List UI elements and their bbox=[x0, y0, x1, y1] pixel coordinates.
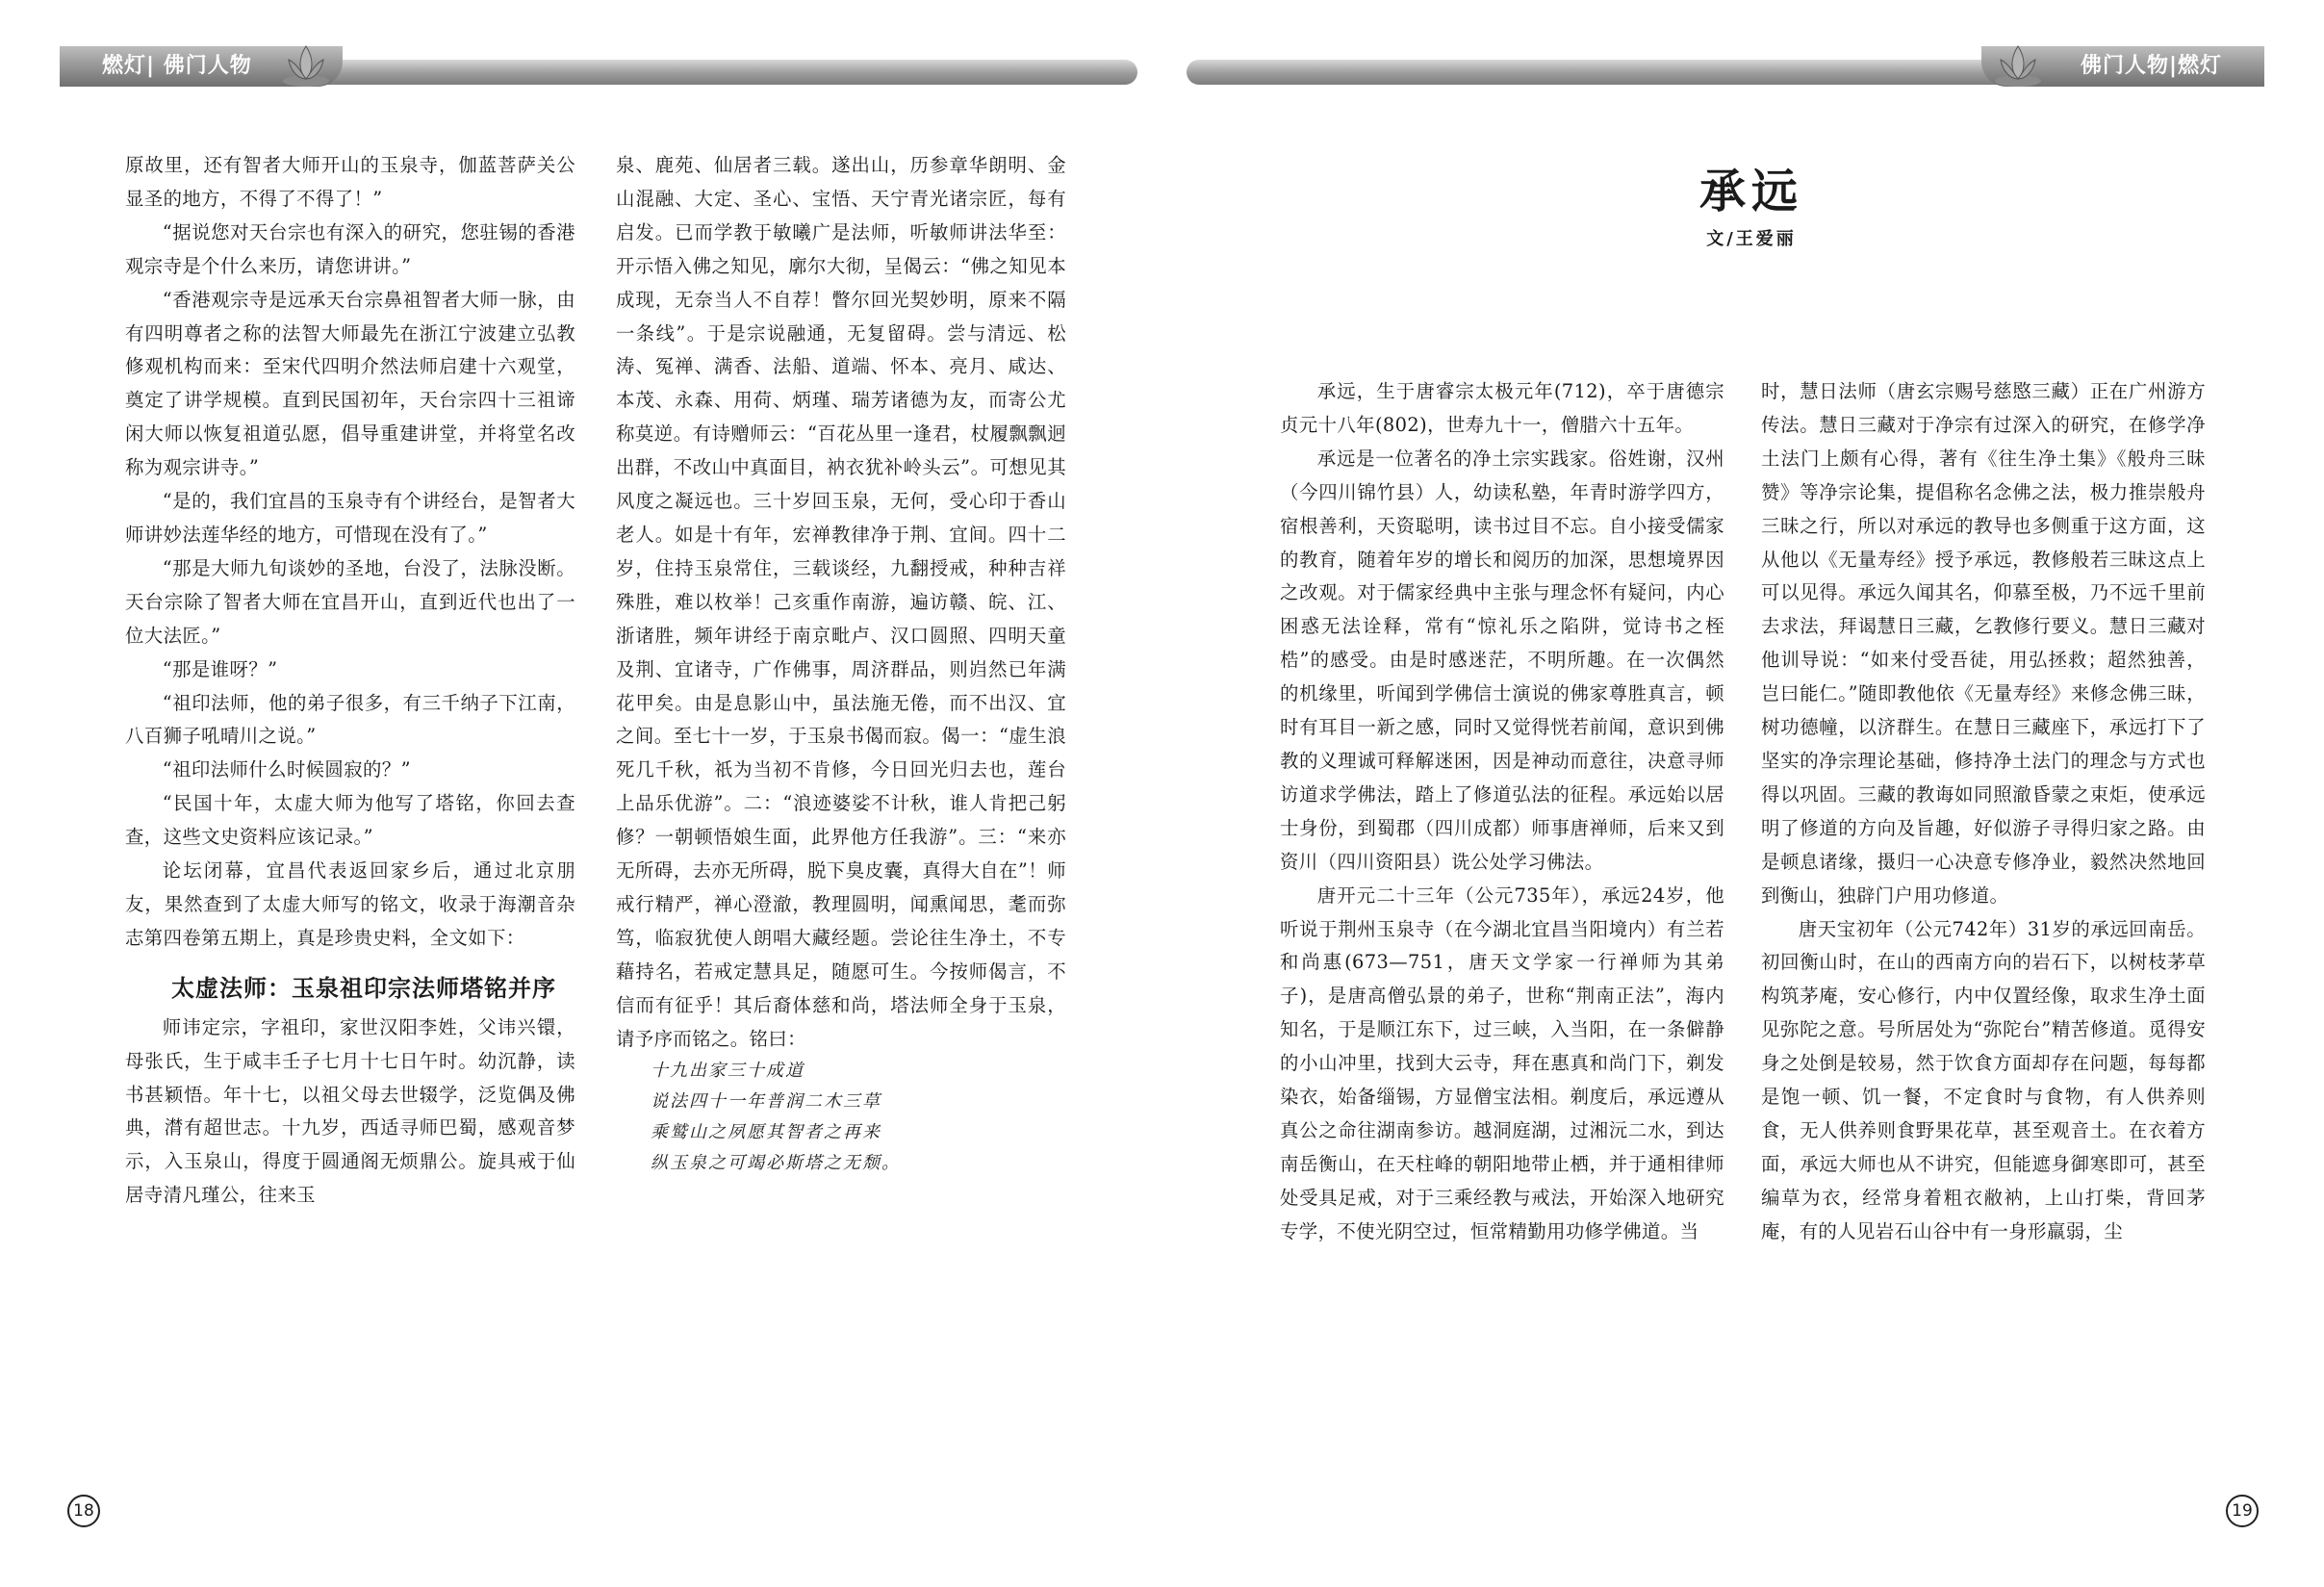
left-column-1 bbox=[125, 149, 575, 1213]
paragraph: “那是谁呀？” bbox=[162, 657, 278, 680]
paragraph: “民国十年，太虚大师为他写了塔铭，你回去查查，这些文史资料应该记录。” bbox=[125, 792, 575, 849]
paragraph: 原故里，还有智者大师开山的玉泉寺，伽蓝菩萨关公显圣的地方，不得了不得了！” bbox=[125, 154, 575, 210]
article-byline: 文/王爱丽 bbox=[1706, 229, 1797, 249]
right-column-1 bbox=[1280, 375, 1724, 1249]
left-header-banner bbox=[60, 38, 1137, 94]
inscription-poem bbox=[616, 1056, 1066, 1179]
left-banner-label: 燃灯| 佛门人物 bbox=[60, 46, 343, 87]
right-column-2 bbox=[1761, 375, 2206, 1249]
poem-line: 说法四十一年普润二木三草 bbox=[651, 1091, 881, 1113]
lotus-icon bbox=[279, 38, 333, 92]
page-number: 19 bbox=[2226, 1495, 2259, 1527]
article-title: 承远 bbox=[1698, 165, 1803, 218]
poem-line: 纵玉泉之可竭必斯塔之无颓。 bbox=[651, 1153, 901, 1174]
paragraph: 唐天宝初年（公元742年）31岁的承远回南岳。初回衡山时，在山的西南方向的岩石下，以树枝茅草构筑茅庵，安心修行，内中仅置经像，取求生净土面见弥陀之意。号所居处为“弥陀台”精苦修道。觅得安身之处倒是较易，然于饮食方面却存在问题，每每都是饱一顿、饥一餐，不定食时与食物，有人供养则食，无人供养则食野果花草，甚至观音土。在衣着方面，承远大师也从不讲究，但能遮身御寒即可，甚至编草为衣，经常身着粗衣敝衲，上山打柴，背回茅庵，有的人见岩石山谷中有一身形羸弱，尘 bbox=[1761, 917, 2206, 1242]
paragraph: 师讳定宗，字祖印，家世汉阳李姓，父讳兴镮，母张氏，生于咸丰壬子七月十七日午时。幼沉静，读书甚颖悟。年十七，以祖父母去世辍学，泛览偶及佛典，潸有超世志。十九岁，西适寻师巴蜀，感观音梦示，入玉泉山，得度于圆通阁无烦鼎公。旋具戒于仙居寺清凡瑾公，往来玉 bbox=[125, 1015, 575, 1207]
paragraph: “祖印法师什么时候圆寂的？” bbox=[162, 758, 411, 781]
poem-line: 十九出家三十成道 bbox=[651, 1061, 804, 1082]
right-header-banner bbox=[1187, 38, 2264, 94]
paragraph: “是的，我们宜昌的玉泉寺有个讲经台，是智者大师讲妙法莲华经的地方，可惜现在没有了。” bbox=[125, 490, 575, 546]
left-column-2 bbox=[616, 149, 1066, 1179]
paragraph: 承远，生于唐睿宗太极元年(712)，卒于唐德宗贞元十八年(802)，世寿九十一，僧腊六十五年。 bbox=[1280, 380, 1724, 436]
right-banner-label: 佛门人物|燃灯 bbox=[1981, 46, 2264, 87]
lotus-icon bbox=[1991, 38, 2045, 92]
paragraph: “那是大师九旬谈妙的圣地，台没了，法脉没断。天台宗除了智者大师在宜昌开山，直到近代也出了一位大法匠。” bbox=[125, 556, 575, 647]
section-heading: 太虚法师：玉泉祖印宗法师塔铭并序 bbox=[171, 973, 556, 1002]
paragraph: 泉、鹿苑、仙居者三载。遂出山，历参章华朗明、金山混融、大定、圣心、宝悟、天宁青光诸宗匠，每有启发。已而学教于敏曦广是法师，听敏师讲法华至：开示悟入佛之知见，廓尔大彻，呈偈云：“佛之知见本成现，无奈当人不自荐！瞥尔回光契妙明，原来不隔一条线”。于是宗说融通，无复留碍。尝与清远、松涛、冤禅、满香、法船、道端、怀本、亮月、咸达、本茂、永森、用荷、炳瑾、瑞芳诸德为友，而寄公尤称莫逆。有诗赠师云：“百花丛里一逢君，杖履飘飘迥出群，不改山中真面目，衲衣犹补岭头云”。可想见其风度之凝远也。三十岁回玉泉，无何，受心印于香山老人。如是十有年，宏禅教律净于荆、宜间。四十二岁，住持玉泉常住，三载谈经，九翻授戒，种种吉祥殊胜，难以枚举！己亥重作南游，遍访赣、皖、江、浙诸胜，频年讲经于南京毗卢、汉口圆照、四明天童及荆、宜诸寺，广作佛事，周济群品，则岿然已年满花甲矣。由是息影山中，虽法施无倦，而不出汉、宜之间。至七十一岁，于玉泉书偈而寂。偈一：“虚生浪死几千秋，祇为当初不肯修，今日回光归去也，莲台上品乐优游”。二：“浪迹婆娑不计秋，谁人肯把己躬修？一朝顿悟娘生面，此界他方任我游”。三：“来亦无所碍，去亦无所碍，脱下臭皮囊，真得大自在”！师戒行精严，禅心澄澈，教理圆明，闻熏闻思，耄而弥笃，临寂犹使人朗唱大藏经题。尝论往生净土，不专藉持名，若戒定慧具足，随愿可生。今按师偈言，不信而有征乎！其后裔体慈和尚，塔法师全身于玉泉，请予序而铭之。铭曰： bbox=[616, 154, 1066, 1050]
paragraph: “祖印法师，他的弟子很多，有三千纳子下江南，八百狮子吼晴川之说。” bbox=[125, 691, 575, 748]
paragraph: 承远是一位著名的净土宗实践家。俗姓谢，汉州（今四川锦竹县）人，幼读私塾，年青时游学四方，宿根善利，天资聪明，读书过目不忘。自小接受儒家的教育，随着年岁的增长和阅历的加深，思想境界因之改观。对于儒家经典中主张与理念怀有疑问，内心困惑无法诠释，常有“惊礼乐之陷阱，觉诗书之桎梏”的感受。由是时感迷茫，不明所趣。在一次偶然的机缘里，听闻到学佛信士演说的佛家尊胜真言，顿时有耳目一新之感，同时又觉得恍若前闻，意识到佛教的义理诚可释解迷困，因是神动而意往，决意寻师访道求学佛法，踏上了修道弘法的征程。承远始以居士身份，到蜀郡（四川成都）师事唐禅师，后来又到资川（四川资阳县）诜公处学习佛法。 bbox=[1280, 447, 1724, 873]
paragraph: “据说您对天台宗也有深入的研究，您驻锡的香港观宗寺是个什么来历，请您讲讲。” bbox=[125, 220, 575, 277]
paragraph: “香港观宗寺是远承天台宗鼻祖智者大师一脉，由有四明尊者之称的法智大师最先在浙江宁波建立弘教修观机构而来：至宋代四明介然法师启建十六观堂，奠定了讲学规模。直到民国初年，天台宗四十三祖谛闲大师以恢复祖道弘愿，倡导重建讲堂，并将堂名改称为观宗讲寺。” bbox=[125, 288, 575, 479]
paragraph: 论坛闭幕，宜昌代表返回家乡后，通过北京朋友，果然查到了太虚大师写的铭文，收录于海潮音杂志第四卷第五期上，真是珍贵史料，全文如下： bbox=[125, 859, 575, 949]
poem-line: 乘鹫山之夙愿其智者之再来 bbox=[651, 1122, 881, 1143]
paragraph: 时，慧日法师（唐玄宗赐号慈愍三藏）正在广州游方传法。慧日三藏对于净宗有过深入的研究，在修学净土法门上颇有心得，著有《往生净土集》《般舟三昧赞》等净宗论集，提倡称名念佛之法，极力推崇般舟三昧之行，所以对承远的教导也多侧重于这方面，这从他以《无量寿经》授予承远，教修般若三昧这点上可以见得。承远久闻其名，仰慕至极，乃不远千里前去求法，拜谒慧日三藏，乞教修行要义。慧日三藏对他训导说：“如来付受吾徒，用弘拯救；超然独善，岂曰能仁。”随即教他依《无量寿经》来修念佛三昧，树功德幢，以济群生。在慧日三藏座下，承远打下了坚实的净宗理论基础，修持净土法门的理念与方式也得以巩固。三藏的教诲如同照澈昏蒙之束炬，使承远明了修道的方向及旨趣，好似游子寻得归家之路。由是顿息诸缘，摄归一心决意专修净业，毅然决然地回到衡山，独辟门户用功修道。 bbox=[1761, 380, 2206, 907]
page-number: 18 bbox=[67, 1495, 100, 1527]
paragraph: 唐开元二十三年（公元735年），承远24岁，他听说于荆州玉泉寺（在今湖北宜昌当阳境内）有兰若和尚惠(673—751，唐天文学家一行禅师为其弟子)，是唐高僧弘景的弟子，世称“荆南正法”，海内知名，于是顺江东下，过三峡，入当阳，在一条僻静的小山冲里，找到大云寺，拜在惠真和尚门下，剃发染衣，始备缁锡，方显僧宝法相。剃度后，承远遵从真公之命往湖南参访。越洞庭湖，过湘沅二水，到达南岳衡山，在天柱峰的朝阳地带止栖，并于通相律师处受具足戒，对于三乘经教与戒法，开始深入地研究专学，不使光阴空过，恒常精勤用功修学佛道。当 bbox=[1280, 883, 1724, 1242]
